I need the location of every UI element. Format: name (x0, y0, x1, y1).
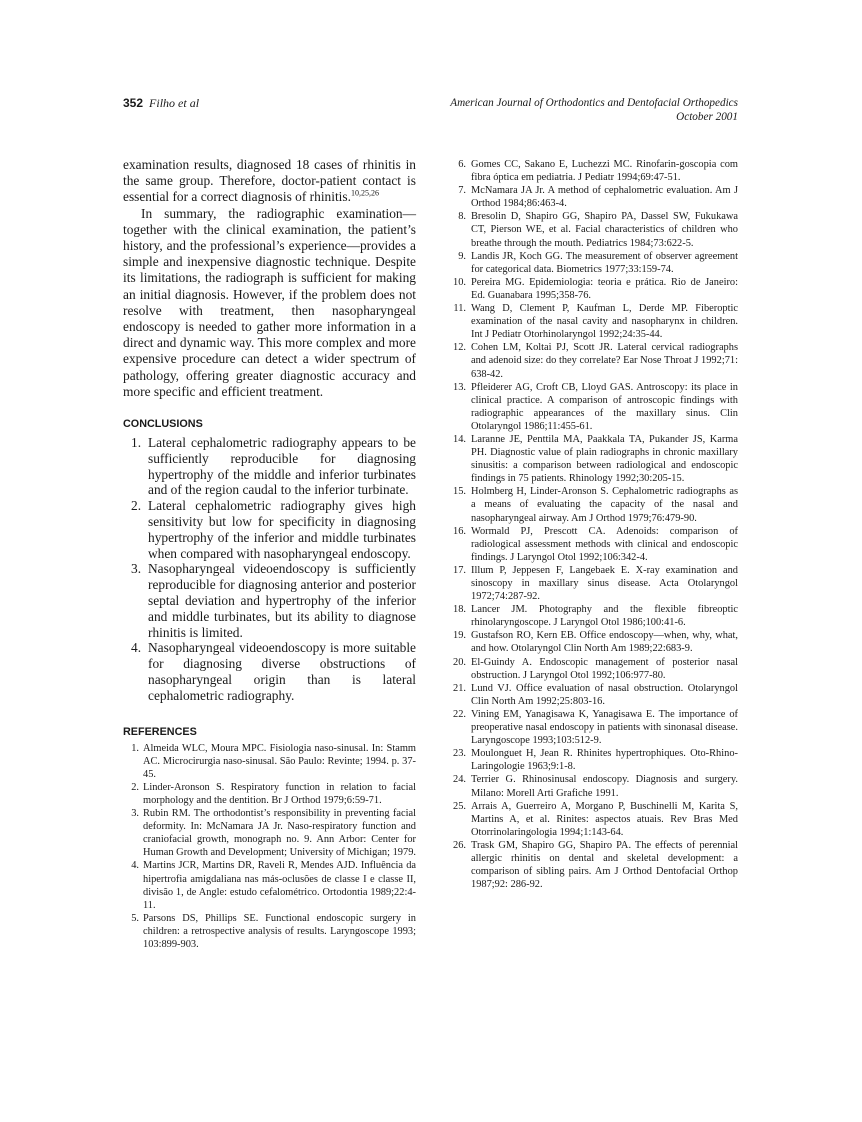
item-number: 23. (453, 748, 466, 760)
item-text: Laranne JE, Penttila MA, Paakkala TA, Pukander JS, Karma PH. Diagnostic value of plain radiographs in chronic maxillary sinusitis: a comparison between radiological and endoscopic findings in 75 patients. Rhinology 1992;30:205-15. (471, 433, 738, 485)
reference-item (123, 912, 416, 951)
reference-item (123, 859, 416, 911)
item-text: Landis JR, Koch GG. The measurement of observer agreement for categorical data. Biometrics 1977;33:159-74. (471, 250, 738, 275)
item-number: 8. (458, 211, 466, 223)
body-paragraph (123, 157, 416, 206)
item-number: 21. (453, 682, 466, 694)
reference-item (447, 250, 738, 276)
references-list-left (123, 742, 416, 952)
reference-item (447, 158, 738, 184)
running-header-right (450, 96, 738, 124)
item-text: Gustafson RO, Kern EB. Office endoscopy—when, why, what, and how. Otolaryngol Clin North Am 1989;22:683-9. (471, 630, 738, 655)
reference-item (123, 807, 416, 859)
item-text: Illum P, Jeppesen F, Langebaek E. X-ray examination and sinoscopy in maxillary sinus disease. Acta Otolaryngol 1972;74:287-92. (471, 564, 738, 603)
reference-item (447, 603, 738, 629)
item-number: 4. (131, 640, 142, 656)
item-number: 6. (458, 159, 466, 170)
item-number: 12. (453, 342, 466, 354)
reference-item (447, 341, 738, 380)
conclusion-item (123, 498, 416, 561)
conclusions-list (123, 435, 416, 704)
item-text: Nasopharyngeal videoendoscopy is more suitable for diagnosing diverse obstructions of nasopharyngeal origin than is lateral cephalometric radiography. (148, 640, 416, 703)
issue-date: October 2001 (676, 111, 738, 123)
reference-item (447, 433, 738, 485)
item-text: Pfleiderer AG, Croft CB, Lloyd GAS. Antroscopy: its place in clinical practice. A comparison of antroscopic findings with radiographic appearances of the maxillary sinus. Clin Otolaryngol 1986;11:455-61. (471, 381, 738, 432)
item-number: 3. (131, 808, 139, 820)
reference-item (447, 302, 738, 341)
item-number: 19. (453, 630, 466, 642)
item-text: Holmberg H, Linder-Aronson S. Cephalometric radiographs as a means of evaluating the capacity of the nasal and nasopharyngeal airway. Am J Orthod 1979;76:479-90. (471, 486, 738, 524)
reference-item (447, 747, 738, 773)
item-text: Linder-Aronson S. Respiratory function in relation to facial morphology and the dentition. Br J Orthod 1979;6:59-71. (143, 781, 416, 806)
item-text: Bresolin D, Shapiro GG, Shapiro PA, Dassel SW, Fukukawa CT, Pierson WE, et al. Facial characteristics of children who breathe through the mouth. Pediatrics 1984;73:622-5. (471, 211, 738, 249)
reference-item (447, 564, 738, 603)
reference-item (447, 210, 738, 249)
reference-item (447, 381, 738, 433)
item-number: 25. (453, 800, 466, 812)
paragraph-text: examination results, diagnosed 18 cases of rhinitis in the same group. Therefore, doctor-patient contact is essential for a correct diagnosis of rhinitis. (123, 157, 416, 205)
item-text: El-Guindy A. Endoscopic management of posterior nasal obstruction. J Laryngol Otol 1992;106:977-80. (471, 656, 738, 681)
item-text: Cohen LM, Koltai PJ, Scott JR. Lateral cervical radiographs and adenoid size: do they correlate? Ear Nose Throat J 1992;71: 638-42. (471, 342, 738, 380)
citation: 10,25,26 (350, 188, 379, 198)
item-text: Trask GM, Shapiro GG, Shapiro PA. The effects of perennial allergic rhinitis on dental and skeletal development: a comparison of sibling pairs. Am J Orthod Dentofacial Orthop 1987;92: 286-92. (471, 839, 738, 891)
reference-item (447, 773, 738, 799)
item-number: 13. (453, 381, 466, 393)
item-text: Lancer JM. Photography and the flexible fibreoptic rhinolaryngoscope. J Laryngol Otol 1986;100:41-6. (471, 604, 738, 629)
reference-item (447, 184, 738, 210)
conclusion-item (123, 561, 416, 640)
reference-item (447, 525, 738, 564)
item-number: 14. (453, 433, 466, 445)
item-number: 15. (453, 486, 466, 498)
item-text: Nasopharyngeal videoendoscopy is sufficiently reproducible for diagnosing anterior and posterior septal deviation and hypertrophy of the inferior and middle turbinates, but its ability to diagnose rhinitis is limited. (148, 561, 416, 640)
item-text: Moulonguet H, Jean R. Rhinites hypertrophiques. Oto-Rhino-Laringologie 1963;9:1-8. (471, 748, 738, 773)
item-text: Pereira MG. Epidemiologia: teoria e prática. Rio de Janeiro: Ed. Guanabara 1995;358-76. (471, 276, 738, 301)
item-number: 17. (453, 564, 466, 576)
running-header-left (123, 96, 199, 111)
reference-item (123, 742, 416, 781)
reference-item (447, 656, 738, 682)
item-number: 9. (458, 250, 466, 262)
item-text: Martins JCR, Martins DR, Raveli R, Mendes AJD. Influência da hipertrofia amigdaliana nas más-oclusões de classe I e classe II, divisão 1, de Angle: estudo cefalométrico. Ortodontia 1989;22:4-11. (143, 860, 416, 911)
item-number: 18. (453, 604, 466, 616)
item-text: McNamara JA Jr. A method of cephalometric evaluation. Am J Orthod 1984;86:463-4. (471, 185, 738, 210)
journal-title: American Journal of Orthodontics and Dentofacial Orthopedics (450, 97, 738, 109)
running-authors: Filho et al (149, 96, 200, 110)
conclusion-item (123, 640, 416, 703)
item-text: Vining EM, Yanagisawa K, Yanagisawa E. The importance of preoperative nasal endoscopy in patients with sinonasal disease. Laryngoscope 1993;103:512-9. (471, 708, 738, 747)
page-number: 352 (123, 96, 144, 110)
reference-item (123, 781, 416, 807)
reference-item (447, 629, 738, 655)
item-number: 3. (131, 561, 142, 577)
item-number: 26. (453, 839, 466, 851)
item-number: 7. (458, 185, 466, 197)
item-number: 20. (453, 656, 466, 668)
item-text: Wang D, Clement P, Kaufman L, Derde MP. Fiberoptic examination of the nasal cavity and nasopharynx in children. Int J Pediatr Otorhinolaryngol 1992;24:35-44. (471, 303, 738, 341)
conclusions-heading: CONCLUSIONS (123, 418, 203, 431)
item-text: Gomes CC, Sakano E, Luchezzi MC. Rinofarin-goscopia com fibra óptica em pediatria. J Pediatr 1994;69:47-51. (471, 159, 738, 184)
reference-item (447, 708, 738, 747)
item-text: Arrais A, Guerreiro A, Morgano P, Buschinelli M, Karita S, Martins A, et al. Rinites: aspectos atuais. Rev Bras Med Otorrinolaringologia 1994;1:143-64. (471, 800, 738, 838)
body-paragraph: In summary, the radiographic examination—together with the clinical examination, the patient’s history, and the professional’s experience—provides a simple and inexpensive diagnostic technique. Despite its limitations, the radiograph is sufficient for making an initial diagnosis. However, if the problem does not resolve with treatment, then nasopharyngeal endoscopy is needed to gather more information in a direct and dynamic way. This more complex and more expensive procedure can detect a wider spectrum of pathology, offering greater diagnostic accuracy and more specific and efficient treatment. (123, 205, 416, 399)
reference-item (447, 682, 738, 708)
references-list-right (447, 158, 738, 891)
item-text: Almeida WLC, Moura MPC. Fisiologia naso-sinusal. In: Stamm AC. Microcirurgia naso-sinusal. São Paulo: Revinte; 1994. p. 37-45. (143, 742, 416, 780)
item-text: Parsons DS, Phillips SE. Functional endoscopic surgery in children: a retrospective analysis of results. Laryngoscope 1993; 103:899-903. (143, 912, 416, 950)
reference-item (447, 800, 738, 839)
item-text: Terrier G. Rhinosinusal endoscopy. Diagnosis and surgery. Milano: Morell Arti Grafiche 1991. (471, 774, 738, 799)
item-text: Lateral cephalometric radiography gives high sensitivity but low for specificity in diagnosing hypertrophy of the inferior and middle turbinates when compared with nasopharyngeal endoscopy. (148, 498, 416, 561)
item-number: 2. (131, 498, 142, 514)
references-heading: REFERENCES (123, 725, 197, 738)
item-number: 24. (453, 774, 466, 786)
item-number: 11. (453, 303, 466, 315)
item-number: 2. (131, 781, 139, 793)
conclusion-item (123, 435, 416, 498)
reference-item (447, 485, 738, 524)
item-text: Lund VJ. Office evaluation of nasal obstruction. Otolaryngol Clin North Am 1992;25:803-16. (471, 682, 738, 707)
item-number: 10. (453, 276, 466, 288)
right-column (447, 158, 738, 891)
item-number: 5. (131, 912, 139, 924)
item-number: 1. (131, 742, 139, 754)
left-column (123, 157, 416, 951)
item-number: 22. (453, 708, 466, 720)
reference-item (447, 276, 738, 302)
item-text: Wormald PJ, Prescott CA. Adenoids: comparison of radiological assessment methods with clinical and endoscopic findings. J Laryngol Otol 1992;106:342-4. (471, 525, 738, 563)
item-number: 16. (453, 525, 466, 537)
item-text: Lateral cephalometric radiography appears to be sufficiently reproducible for diagnosing hypertrophy of the middle and inferior turbinates and of the region caudal to the inferior turbinate. (148, 435, 416, 498)
reference-item (447, 839, 738, 891)
item-number: 4. (131, 860, 139, 872)
item-text: Rubin RM. The orthodontist’s responsibility in preventing facial deformity. In: McNamara JA Jr. Naso-respiratory function and craniofacial growth, monograph no. 9. Ann Arbor: Center for Human Growth and Development; University of Michigan; 1979. (143, 808, 416, 859)
item-number: 1. (131, 435, 142, 451)
